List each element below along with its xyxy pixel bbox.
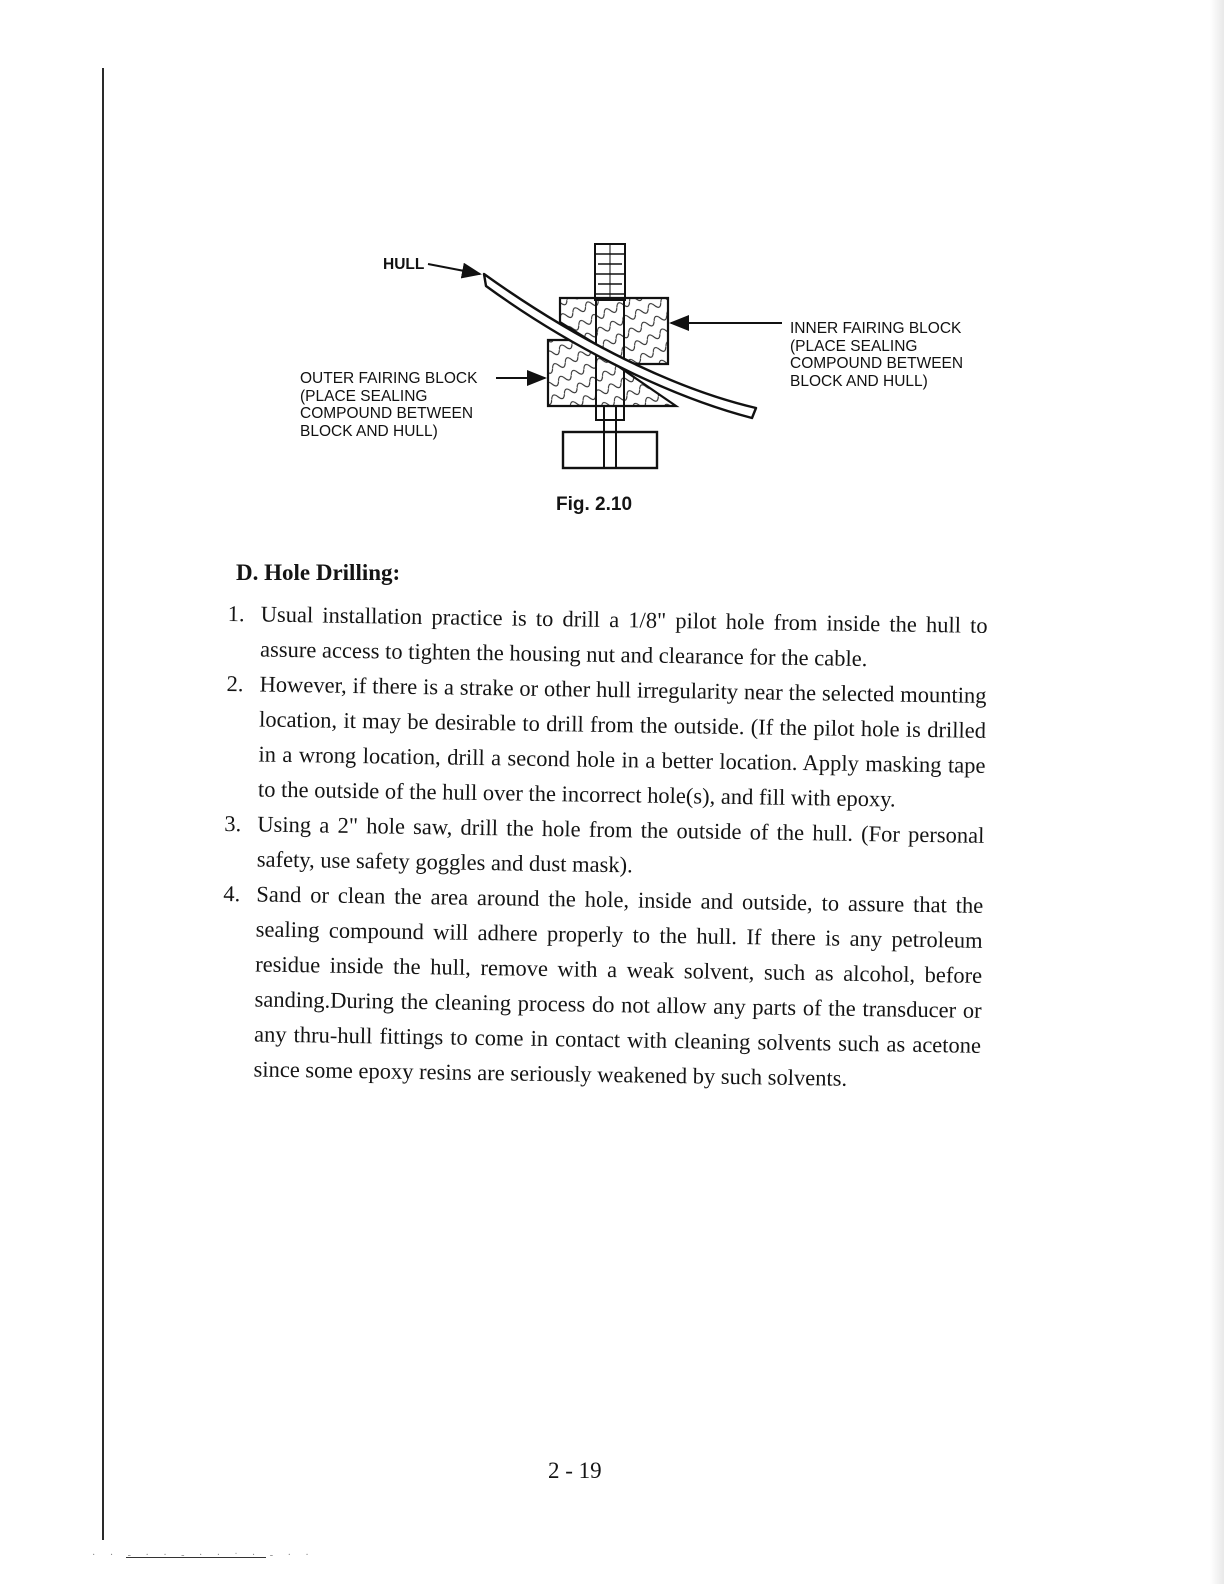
transducer-body (563, 432, 657, 468)
scan-artifact-specks: · · ‐ · · ‐ · · ˑ · ‐ · · (92, 1550, 315, 1561)
step-text: Sand or clean the area around the hole, inside and outside, to assure that the sealing compound will adhere properly to the hull. If there is any petroleum residue inside the hull, remove with a weak solvent, such as alcohol, before sanding.During the cleaning process do not allow any parts of the transducer or any thru-hull fittings to come in contact with cleaning solvents such as acetone since some epoxy resins are seriously weakened by such solvents. (253, 881, 984, 1091)
step-number: 1. (227, 600, 245, 627)
step-2 (225, 666, 987, 818)
page-number: 2 - 19 (548, 1458, 602, 1483)
outer-fairing-block-label: OUTER FAIRING BLOCK (PLACE SEALING COMPOUND BETWEEN BLOCK AND HULL) (300, 370, 478, 440)
transducer-threaded-stem (595, 244, 625, 300)
section-heading: D. Hole Drilling: (236, 560, 401, 585)
inner-fairing-block-label: INNER FAIRING BLOCK (PLACE SEALING COMPOUND BETWEEN BLOCK AND HULL) (790, 320, 964, 390)
step-1 (227, 596, 988, 678)
hole-drilling-steps (220, 596, 988, 1098)
page-edge-shadow (1210, 0, 1224, 1584)
step-number: 2. (226, 670, 244, 697)
step-number: 4. (223, 880, 241, 907)
figure-2-10 (290, 236, 990, 486)
step-number: 3. (224, 810, 242, 837)
hull-label: HULL (383, 256, 425, 273)
binding-edge-line (102, 68, 104, 1540)
figure-caption: Fig. 2.10 (556, 494, 633, 515)
step-text: Using a 2" hole saw, drill the hole from the outside of the hull. (For personal safety, use safety goggles and dust mask). (256, 811, 985, 878)
step-4 (220, 876, 983, 1098)
step-text: However, if there is a strake or other hull irregularity near the selected mounting location, it may be desirable to drill from the outside. (If the pilot hole is drilled in a wrong location, drill a second hole in a better location. Apply masking tape to the outside of the hull over the incorrect hole(s), and fill with epoxy. (257, 671, 987, 812)
step-text: Usual installation practice is to drill a 1/8" pilot hole from inside the hull to assure access to tighten the housing nut and clearance for the cable. (259, 601, 988, 672)
step-3 (224, 806, 985, 888)
